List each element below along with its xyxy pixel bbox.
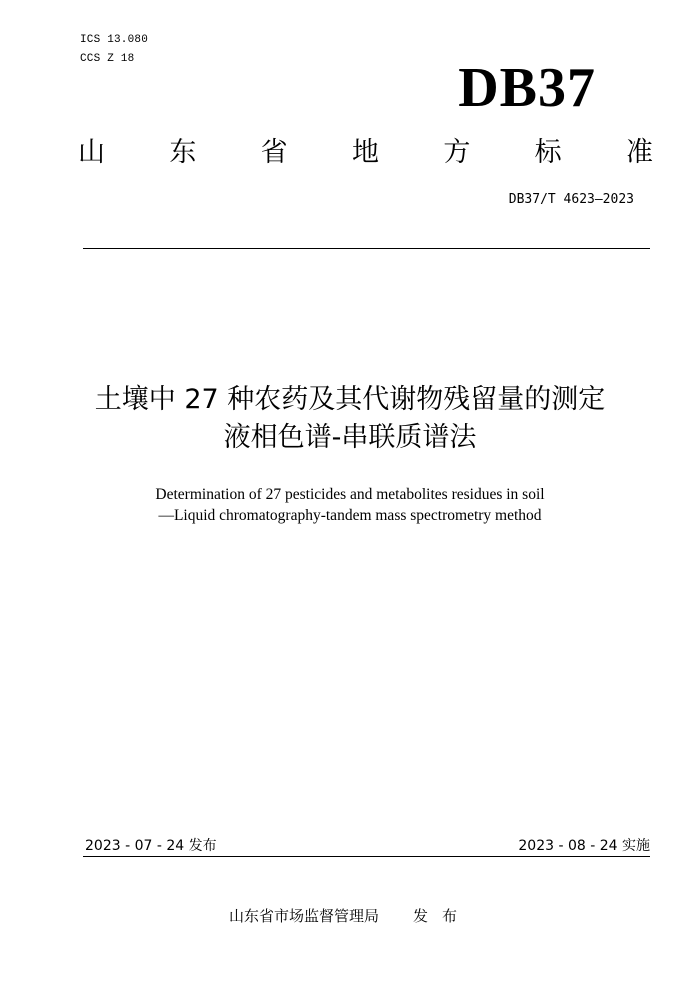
category-char: 准 [625, 137, 653, 168]
english-title-line-1: Determination of 27 pesticides and metabolites residues in soil [155, 486, 545, 503]
footer-divider [83, 856, 650, 857]
issue-date: 2023 - 07 - 24 发布 [85, 838, 217, 854]
publisher-name: 山东省市场监督管理局 [228, 907, 379, 925]
english-title-line-2: —Liquid chromatography-tandem mass spectrometry method [158, 507, 542, 524]
chinese-title-line-2: 液相色谱-串联质谱法 [223, 422, 477, 453]
header-divider [83, 248, 650, 249]
category-char: 山 [78, 137, 105, 168]
chinese-title [0, 381, 700, 457]
ccs-code: CCS Z 18 [80, 53, 135, 65]
english-title [0, 484, 700, 526]
chinese-title-line-1: 土壤中 27 种农药及其代谢物残留量的测定 [94, 384, 606, 415]
category-char: 方 [443, 137, 471, 168]
category-char: 东 [169, 137, 197, 168]
publisher-line [0, 905, 700, 926]
ics-code: ICS 13.080 [80, 34, 149, 46]
standard-number: DB37/T 4623—2023 [508, 192, 634, 207]
implementation-date: 2023 - 08 - 24 实施 [518, 838, 650, 854]
category-char: 省 [260, 137, 288, 168]
db37-logo: DB37 [458, 57, 596, 119]
category-char: 地 [351, 137, 379, 168]
category-char: 标 [534, 137, 562, 168]
publish-action: 发布 [413, 907, 472, 925]
standard-category [78, 136, 653, 170]
